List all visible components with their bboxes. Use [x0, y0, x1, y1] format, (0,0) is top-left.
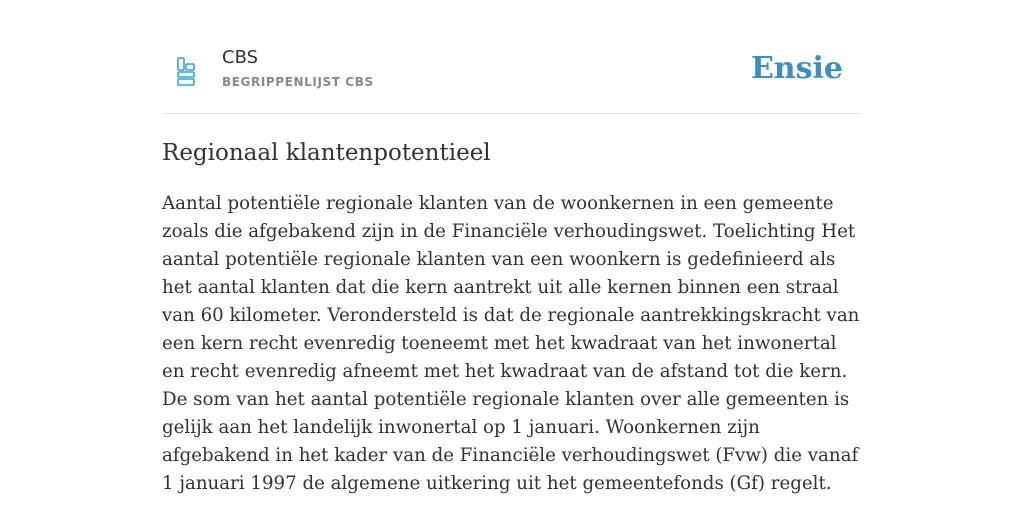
term-card — [162, 0, 862, 512]
term-title: Regionaal klantenpotentieel — [162, 140, 491, 166]
list-name[interactable]: BEGRIPPENLIJST CBS — [222, 75, 374, 89]
org-name[interactable]: CBS — [222, 47, 259, 68]
cbs-logo-icon — [175, 56, 197, 88]
card-header — [162, 0, 862, 114]
term-definition: Aantal potentiële regionale klanten van de woonkernen in een gemeente zoals die afgebakend zijn in de Financiële verhoudingswet. Toelichting Het aantal potentiële regionale klanten van een woonkern is gedefinieerd als het aantal klanten dat die kern aantrekt uit alle kernen binnen een straal van 60 kilometer. Verondersteld is dat de regionale aantrekkingskracht van een kern recht evenredig toeneemt met het kwadraat van het inwonertal en recht evenredig afneemt met het kwadraat van de afstand tot die kern. De som van het aantal potentiële regionale klanten over alle gemeenten is gelijk aan het landelijk inwonertal op 1 januari. Woonkernen zijn afgebakend in het kader van de Financiële verhoudingswet (Fvw) die vanaf 1 januari 1997 de algemene uitkering uit het gemeentefonds (Gf) regelt. — [162, 193, 860, 494]
ensie-logo[interactable]: Ensie — [750, 51, 843, 86]
